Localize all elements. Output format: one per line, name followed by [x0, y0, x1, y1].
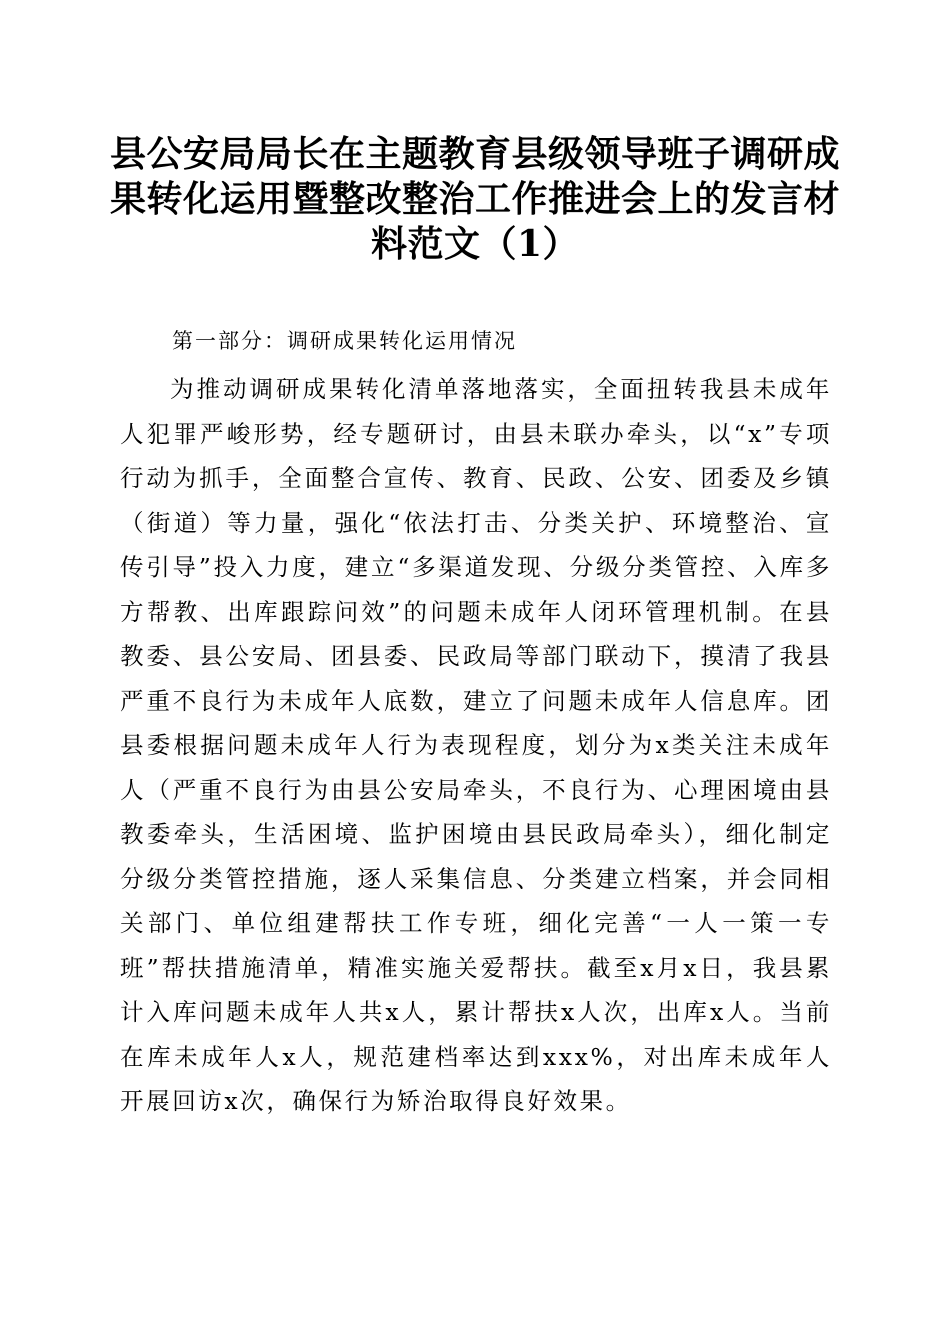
body-paragraph: 为推动调研成果转化清单落地落实，全面扭转我县未成年人犯罪严峻形势，经专题研讨，由县未联办牵头，以“x”专项行动为抓手，全面整合宣传、教育、民政、公安、团委及乡镇（街道）等力量，强化“依法打击、分类关护、环境整治、宣传引导”投入力度，建立“多渠道发现、分级分类管控、入库多方帮教、出库跟踪问效”的问题未成年人闭环管理机制。在县教委、县公安局、团县委、民政局等部门联动下，摸清了我县严重不良行为未成年人底数，建立了问题未成年人信息库。团县委根据问题未成年人行为表现程度，划分为x类关注未成年人（严重不良行为由县公安局牵头，不良行为、心理困境由县教委牵头，生活困境、监护困境由县民政局牵头），细化制定分级分类管控措施，逐人采集信息、分类建立档案，并会同相关部门、单位组建帮扶工作专班，细化完善“一人一策一专班”帮扶措施清单，精准实施关爱帮扶。截至x月x日，我县累计入库问题未成年人共x人，累计帮扶x人次，出库x人。当前在库未成年人x人，规范建档率达到xxx%，对出库未成年人开展回访x次，确保行为矫治取得良好效果。 [120, 375, 832, 1115]
section-heading: 第一部分：调研成果转化运用情况 [172, 329, 517, 353]
document-title: 县公安局局长在主题教育县级领导班子调研成果转化运用暨整改整治工作推进会上的发言材料范文（1） [110, 133, 841, 265]
